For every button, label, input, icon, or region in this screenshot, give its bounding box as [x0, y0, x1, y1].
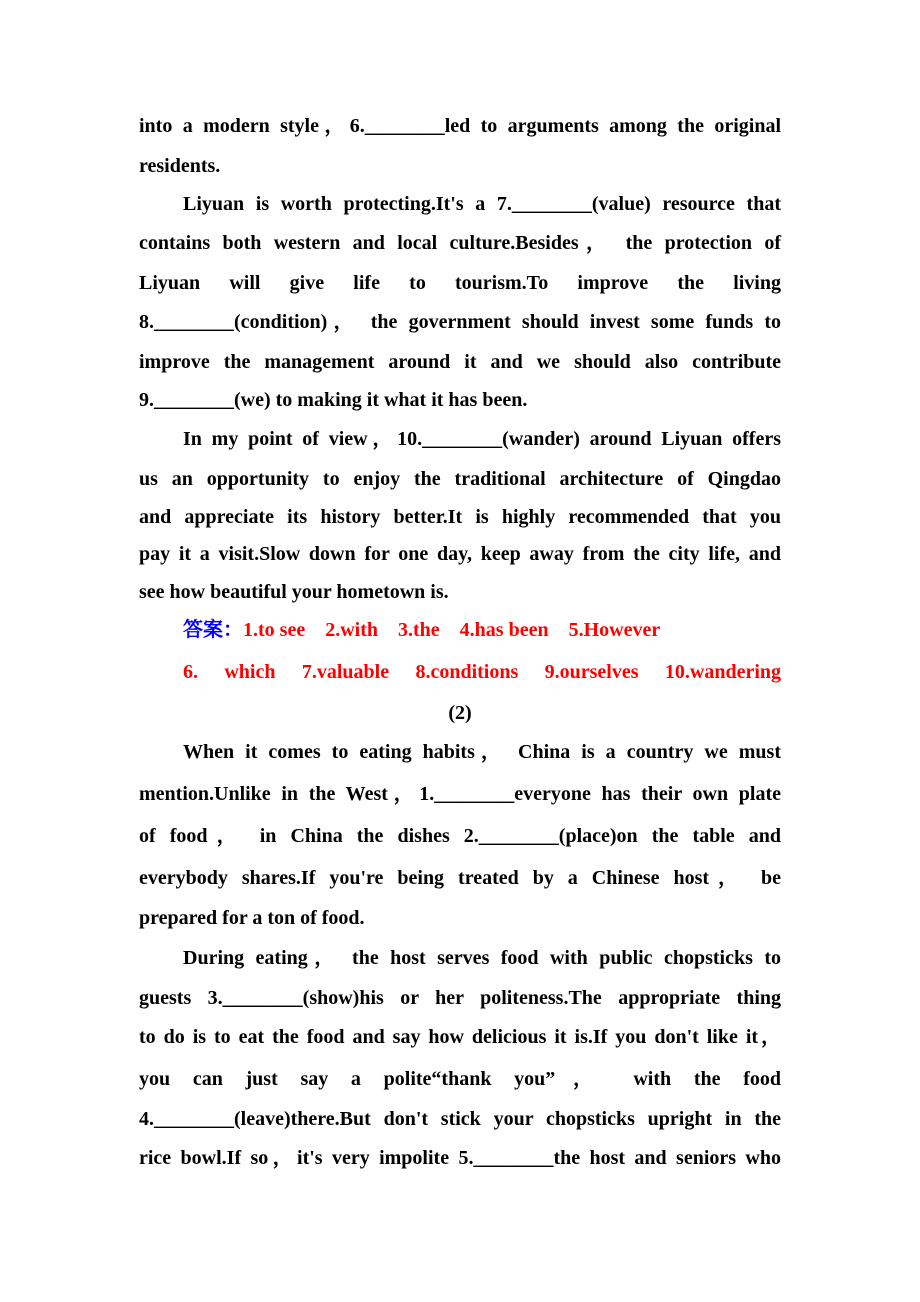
answer-item: 6. which: [183, 661, 276, 683]
passage2-line: mention.Unlike in the West，1.________everyone has their own plate: [139, 783, 781, 805]
answer-item: 3.the: [398, 619, 440, 641]
passage1-line: Liyuan will give life to tourism.To improve the living: [139, 272, 781, 294]
passage1-line: In my point of view，10.________(wander) around Liyuan offers: [183, 428, 781, 450]
passage1-line: improve the management around it and we should also contribute: [139, 351, 781, 373]
answer-item: 10.wandering: [664, 661, 781, 683]
answer-item: 8.conditions: [415, 661, 519, 683]
answer-item: 9.ourselves: [544, 661, 639, 683]
passage2-line: guests 3.________(show)his or her politeness.The appropriate thing: [139, 987, 781, 1009]
passage2-line: everybody shares.If you're being treated by a Chinese host， be: [139, 867, 781, 889]
answer-item: 2.with: [325, 619, 378, 641]
passage1-line: into a modern style，6.________led to arguments among the original: [139, 115, 781, 137]
passage1-line: 9.________(we) to making it what it has been.: [139, 389, 528, 411]
passage1-line: us an opportunity to enjoy the traditional architecture of Qingdao: [139, 468, 781, 490]
passage1-line: pay it a visit.Slow down for one day, keep away from the city life, and: [139, 543, 781, 565]
answer-item: 4.has been: [459, 619, 549, 641]
answer-label: 答案：: [183, 619, 243, 641]
passage2-line: you can just say a polite“thank you”， with the food: [139, 1068, 781, 1090]
answer-row: [183, 660, 781, 684]
section-heading: (2): [448, 702, 472, 724]
passage1-line: Liyuan is worth protecting.It's a 7.________(value) resource that: [183, 193, 781, 215]
passage1-line: 8.________(condition)， the government should invest some funds to: [139, 311, 781, 333]
passage1-line: and appreciate its history better.It is highly recommended that you: [139, 506, 781, 528]
passage1-line: contains both western and local culture.Besides， the protection of: [139, 232, 781, 254]
answer-item: 5.However: [568, 619, 661, 641]
passage2-line: During eating， the host serves food with public chopsticks to: [183, 947, 781, 969]
passage2-line: 4.________(leave)there.But don't stick your chopsticks upright in the: [139, 1108, 781, 1130]
passage2-line: prepared for a ton of food.: [139, 907, 365, 929]
answer-item: 7.valuable: [301, 661, 390, 683]
passage2-line: rice bowl.If so，it's very impolite 5.________the host and seniors who: [139, 1147, 781, 1169]
answer-row: [183, 618, 781, 642]
passage2-line: to do is to eat the food and say how delicious it is.If you don't like it，: [139, 1026, 781, 1048]
passage1-line: see how beautiful your hometown is.: [139, 581, 449, 603]
passage1-line: residents.: [139, 155, 221, 177]
answer-item: 1.to see: [243, 619, 306, 641]
passage2-line: When it comes to eating habits， China is a country we must: [183, 741, 781, 763]
passage2-line: of food， in China the dishes 2.________(place)on the table and: [139, 825, 781, 847]
